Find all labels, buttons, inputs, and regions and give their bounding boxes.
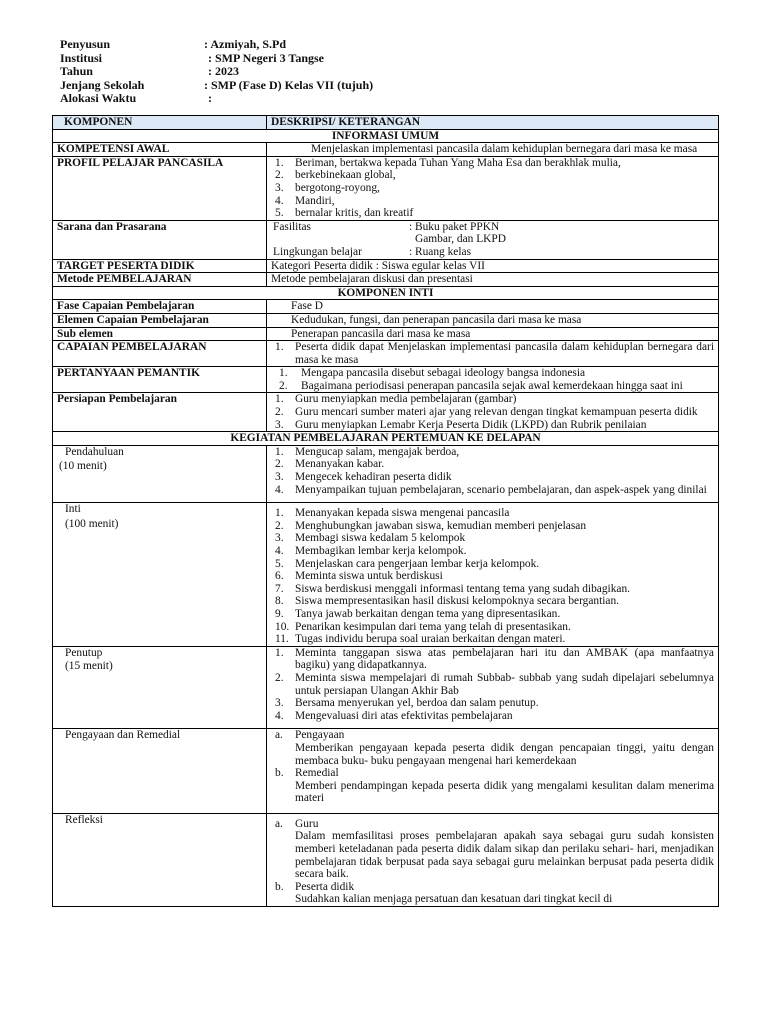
list-number: 1. bbox=[275, 341, 284, 354]
row-pertanyaan-pemantik: PERTANYAAN PEMANTIK 1. Mengapa pancasila disebut sebagai ideology bangsa indonesia 2. Bagaimana periodisasi penerapan pancasila sejak awal kemerdekaan hingga saat ini bbox=[53, 367, 719, 393]
list-number: 3. bbox=[275, 471, 284, 484]
list-item bbox=[271, 520, 714, 533]
list-number: 2. bbox=[275, 406, 284, 419]
list-item-text: Siswa berdiskusi menggali informasi tentang tema yang sudah dibagikan. bbox=[295, 582, 631, 595]
row-target-peserta: TARGET PESERTA DIDIK Kategori Peserta didik : Siswa egular kelas VII bbox=[53, 259, 719, 273]
list-number: 1. bbox=[279, 367, 288, 380]
list-item bbox=[271, 558, 714, 571]
remedial-item: b. Remedial bbox=[275, 767, 339, 780]
list-item bbox=[271, 697, 714, 710]
list-number: 1. bbox=[275, 507, 284, 520]
row-kompetensi-awal: KOMPETENSI AWAL Menjelaskan implementasi pancasila dalam kehiduplan bernegara dari masa ke masa bbox=[53, 143, 719, 157]
list-item bbox=[271, 195, 714, 208]
capaian-list bbox=[271, 341, 714, 366]
list-number: 4. bbox=[275, 483, 284, 496]
list-item bbox=[271, 545, 714, 558]
list-number: 1. bbox=[275, 646, 284, 659]
row-fase-capaian: Fase Capaian Pembelajaran Fase D bbox=[53, 300, 719, 314]
list-item bbox=[271, 583, 714, 596]
list-item-text: Guru menyiapkan Lemabr Kerja Peserta Didik (LKPD) dan Rubrik penilaian bbox=[295, 418, 647, 431]
list-number: 1. bbox=[275, 156, 284, 169]
profil-list bbox=[271, 157, 714, 220]
list-item-text: Mengucap salam, mengajak berdoa, bbox=[295, 445, 460, 458]
list-item-text: Tanya jawab berkaitan dengan tema yang dipresentasikan. bbox=[295, 607, 561, 620]
list-number: 3. bbox=[275, 181, 284, 194]
column-header-deskripsi: DESKRIPSI/ KETERANGAN bbox=[267, 116, 719, 130]
list-number: 11. bbox=[275, 633, 289, 646]
list-item bbox=[271, 182, 714, 195]
inti-label: Inti bbox=[65, 503, 81, 516]
list-item bbox=[271, 608, 714, 621]
list-number: 9. bbox=[275, 607, 284, 620]
list-item bbox=[271, 672, 714, 697]
list-item bbox=[271, 471, 714, 484]
list-item-text: Tugas individu berupa soal uraian berkaitan dengan materi. bbox=[295, 633, 566, 646]
list-item bbox=[271, 507, 714, 520]
row-sub-elemen: Sub elemen Penerapan pancasila dari masa ke masa bbox=[53, 327, 719, 341]
list-item-text: Bagaimana periodisasi penerapan pancasila sejak awal kemerdekaan hingga saat ini bbox=[301, 379, 683, 392]
row-inti bbox=[53, 503, 719, 647]
row-penutup bbox=[53, 646, 719, 729]
list-number: 6. bbox=[275, 570, 284, 583]
list-number: 3. bbox=[275, 418, 284, 431]
list-number: 4. bbox=[275, 545, 284, 557]
list-item-text: Menanyakan kepada siswa mengenai pancasila bbox=[295, 507, 510, 520]
list-item bbox=[271, 647, 714, 672]
document-header bbox=[60, 38, 373, 106]
list-number: 4. bbox=[275, 194, 284, 207]
pendahuluan-list bbox=[271, 446, 714, 496]
list-number: 2. bbox=[275, 169, 284, 182]
pendahuluan-label: Pendahuluan bbox=[65, 445, 124, 458]
list-number: 4. bbox=[275, 709, 284, 722]
list-item-text: Membagikan lembar kerja kelompok. bbox=[295, 545, 467, 557]
list-item-text: Siswa mempresentasikan hasil diskusi kelompoknya secara bergantian. bbox=[295, 595, 620, 608]
list-item bbox=[271, 446, 714, 459]
column-header-komponen: KOMPONEN bbox=[53, 116, 267, 130]
list-item bbox=[271, 367, 714, 380]
list-item-text: Beriman, bertakwa kepada Tuhan Yang Maha Esa dan berakhlak mulia, bbox=[295, 156, 621, 169]
list-number: 1. bbox=[275, 445, 284, 458]
list-item-text: Mengapa pancasila disebut sebagai ideology bangsa indonesia bbox=[301, 367, 586, 380]
list-item-text: Meminta siswa untuk berdiskusi bbox=[295, 570, 443, 583]
row-pengayaan-remedial: Pengayaan dan Remedial a. Pengayaan Memberikan pengayaan kepada peserta didik dengan pencapaian tinggi, yaitu dengan membaca buku- buku pengayaan mengenai hari kemerdekaan b. Remedial Memberi pendampingan kepada peserta didik yang mengalami kesulitan dalam menerima materi bbox=[53, 729, 719, 814]
list-number: 3. bbox=[275, 697, 284, 710]
sarana-lingkungan: Lingkungan belajar : Ruang kelas bbox=[273, 245, 472, 258]
list-item bbox=[271, 419, 714, 432]
list-item-text: Membagi siswa kedalam 5 kelompok bbox=[295, 532, 466, 545]
row-profil-pelajar: PROFIL PELAJAR PANCASILA 1. Beriman, bertakwa kepada Tuhan Yang Maha Esa dan berakhlak mulia, 2. berkebinekaan global, 3. bergotong-royong, 4. Mandiri, 5. bernalar kritis, dan kreatif bbox=[53, 156, 719, 220]
modul-table bbox=[52, 115, 719, 907]
list-item-text: Peserta didik dapat Menjelaskan implementasi pancasila dalam kehiduplan bernegara dari masa ke masa bbox=[295, 341, 714, 366]
list-number: 1. bbox=[275, 393, 284, 406]
penutup-time: (15 menit) bbox=[65, 660, 113, 673]
list-item bbox=[271, 406, 714, 419]
list-item-text: Mengevaluasi diri atas efektivitas pembelajaran bbox=[295, 709, 513, 722]
section-kegiatan: KEGIATAN PEMBELAJARAN PERTEMUAN KE DELAPAN bbox=[53, 432, 719, 446]
list-number: 3. bbox=[275, 532, 284, 545]
kompetensi-text: Menjelaskan implementasi pancasila dalam kehiduplan bernegara dari masa ke masa bbox=[311, 143, 698, 156]
persiapan-list bbox=[271, 393, 714, 431]
list-item-text: Mengecek kehadiran peserta didik bbox=[295, 471, 452, 484]
refleksi-guru-item: a. Guru bbox=[275, 817, 319, 830]
list-item-text: Meminta siswa mempelajari di rumah Subbab- subbab yang sudah dipelajari sebelumnya untuk persiapan Ulangan Akhir Bab bbox=[295, 671, 714, 697]
list-item bbox=[271, 595, 714, 608]
list-item bbox=[271, 710, 714, 723]
inti-time: (100 menit) bbox=[65, 517, 119, 530]
list-item bbox=[271, 484, 714, 497]
list-item-text: Guru menyiapkan media pembelajaran (gambar) bbox=[295, 393, 517, 406]
section-informasi-umum: INFORMASI UMUM bbox=[53, 129, 719, 143]
penutup-list bbox=[271, 647, 714, 723]
list-item-text: Bersama menyerukan yel, berdoa dan salam penutup. bbox=[295, 697, 539, 710]
list-item bbox=[271, 633, 714, 646]
header-row-alokasi: Alokasi Waktu : bbox=[60, 91, 212, 106]
list-item-text: Guru mencari sumber materi ajar yang relevan dengan tingkat kemampuan peserta didik bbox=[295, 406, 698, 419]
inti-list bbox=[271, 507, 714, 646]
row-metode: Metode PEMBELAJARAN Metode pembelajaran diskusi dan presentasi bbox=[53, 273, 719, 287]
list-item bbox=[271, 341, 714, 366]
table-header-row bbox=[53, 116, 719, 130]
list-item bbox=[271, 532, 714, 545]
list-item bbox=[271, 621, 714, 634]
list-number: 2. bbox=[279, 379, 288, 392]
row-persiapan: Persiapan Pembelajaran 1. Guru menyiapkan media pembelajaran (gambar) 2. Guru mencari sumber materi ajar yang relevan dengan tingkat kemampuan peserta didik 3. Guru menyiapkan Lemabr Kerja Peserta Didik (LKPD) dan Rubrik penilaian bbox=[53, 393, 719, 432]
header-row-tahun: Tahun : 2023 bbox=[60, 64, 239, 79]
list-number: 8. bbox=[275, 595, 284, 608]
list-item-text: Meminta tanggapan siswa atas pembelajaran hari itu dan AMBAK (apa manfaatnya bagiku) yang didapatkannya. bbox=[295, 646, 714, 672]
row-capaian-pembelajaran: CAPAIAN PEMBELAJARAN 1. Peserta didik dapat Menjelaskan implementasi pancasila dalam kehiduplan bernegara dari masa ke masa bbox=[53, 341, 719, 367]
list-item bbox=[271, 380, 714, 393]
list-item-text: Menanyakan kabar. bbox=[295, 458, 385, 471]
list-item bbox=[271, 458, 714, 471]
row-refleksi: Refleksi a. Guru Dalam memfasilitasi proses pembelajaran apakah saya sebagai guru sudah konsisten memberi keteladanan pada peserta didik dalam sikap dan perilaku sehari- hari, menjadikan pembelajaran tidak berpusat pada saya sebagai guru melainkan berpusat pada peserta didik secara baik. b. Peserta didik Sudahkan kalian menjaga persatuan dan kesatuan dari tingkat kecil di bbox=[53, 813, 719, 906]
list-item-text: Menjelaskan cara pengerjaan lembar kerja kelompok. bbox=[295, 557, 540, 570]
penutup-label: Penutup bbox=[65, 646, 103, 659]
row-pendahuluan bbox=[53, 445, 719, 502]
pendahuluan-time: (10 menit) bbox=[59, 460, 107, 473]
list-number: 7. bbox=[275, 582, 284, 595]
list-item bbox=[271, 570, 714, 583]
header-row-jenjang: Jenjang Sekolah : SMP (Fase D) Kelas VII (tujuh) bbox=[60, 77, 374, 92]
list-item-text: Menyampaikan tujuan pembelajaran, scenario pembelajaran, dan aspek-aspek yang dinilai bbox=[295, 483, 707, 496]
list-item bbox=[271, 393, 714, 406]
sarana-fasilitas: Fasilitas : Buku paket PPKN bbox=[273, 220, 500, 233]
list-item-text: bergotong-royong, bbox=[295, 181, 380, 194]
list-number: 5. bbox=[275, 557, 284, 570]
list-number: 5. bbox=[275, 207, 284, 220]
list-item-text: Menghubungkan jawaban siswa, kemudian memberi penjelasan bbox=[295, 519, 587, 532]
list-item-text: Penarikan kesimpulan dari tema yang telah di presentasikan. bbox=[295, 620, 571, 633]
list-item-text: berkebinekaan global, bbox=[295, 169, 396, 182]
section-komponen-inti: KOMPONEN INTI bbox=[53, 286, 719, 300]
list-number: 2. bbox=[275, 519, 284, 532]
list-item-text: bernalar kritis, dan kreatif bbox=[295, 207, 414, 220]
list-item bbox=[271, 157, 714, 170]
row-elemen-capaian: Elemen Capaian Pembelajaran Kedudukan, fungsi, dan penerapan pancasila dari masa ke masa bbox=[53, 313, 719, 327]
header-row-penyusun: Penyusun : Azmiyah, S.Pd bbox=[60, 37, 287, 51]
refleksi-peserta-item: b. Peserta didik bbox=[275, 880, 355, 893]
list-item-text: Mandiri, bbox=[295, 194, 335, 207]
list-number: 2. bbox=[275, 458, 284, 471]
list-number: 10. bbox=[275, 620, 290, 633]
header-row-institusi: Institusi : SMP Negeri 3 Tangse bbox=[60, 50, 324, 65]
list-item bbox=[271, 207, 714, 220]
list-number: 2. bbox=[275, 671, 284, 684]
list-item bbox=[271, 169, 714, 182]
pengayaan-item: a. Pengayaan bbox=[275, 729, 345, 742]
row-sarana-prasarana: Sarana dan Prasarana Fasilitas : Buku paket PPKN Gambar, dan LKPD Lingkungan belajar : Ruang kelas bbox=[53, 220, 719, 259]
pertanyaan-list bbox=[271, 367, 714, 392]
